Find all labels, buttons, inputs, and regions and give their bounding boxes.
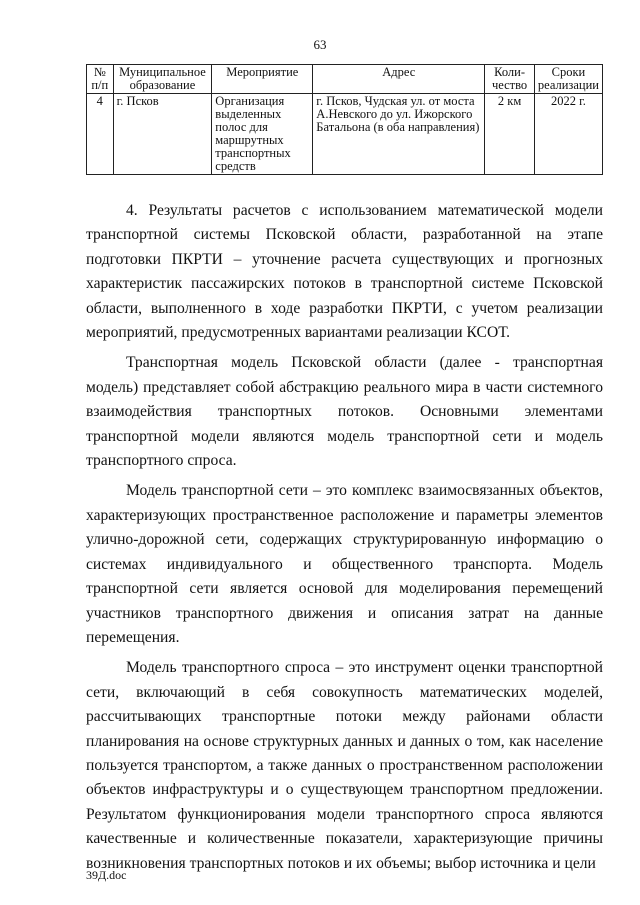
header-quantity: Коли- чество [485, 65, 535, 94]
cell-municipality: г. Псков [113, 94, 212, 175]
paragraph-results: 4. Результаты расчетов с использованием математической модели транспортной системы Псковской области, разработанной на этапе подготовки ПКРТИ – уточнение расчета существующих и прогнозных характеристик пассажирских потоков в транспортной системе Псковской области, выполненного в ходе разработки ПКРТИ, с учетом реализации мероприятий, предусмотренных вариантами реализации КСОТ. [86, 202, 603, 342]
page-number: 63 [313, 37, 327, 52]
measures-table [86, 64, 603, 175]
header-event: Мероприятие [212, 65, 313, 94]
paragraph-demand-model: Модель транспортного спроса – это инструмент оценки транспортной сети, включающий в себя совокупность математических моделей, рассчитывающих транспортные потоки между районами области планирования на основе структурных данных и данных о том, как население пользуется транспортом, а также данных о пространственном расположении объектов инфраструктуры и о существующем транспортном предложении. Результатом функционирования модели транспортного спроса являются качественные и количественные показатели, характеризующие причины возникновения транспортных потоков и их объемы; выбор источника и цели [86, 659, 603, 872]
paragraph-transport-model: Транспортная модель Псковской области (далее - транспортная модель) представляет собой абстракцию реального мира в части системного взаимодействия транспортных потоков. Основными элементами транспортной модели являются модель транспортной сети и модель транспортного спроса. [86, 354, 603, 470]
header-address: Адрес [313, 65, 485, 94]
header-number: № п/п [87, 65, 114, 94]
cell-event: Организация выделенных полос для маршрутных транспортных средств [212, 94, 313, 175]
table-row [87, 94, 603, 175]
paragraph-network-model: Модель транспортной сети – это комплекс взаимосвязанных объектов, характеризующих пространственное расположение и параметры элементов улично-дорожной сети, содержащих структурированную информацию о системах индивидуального и общественного транспорта. Модель транспортной сети является основой для моделирования перемещений участников транспортного движения и описания затрат на данные перемещения. [86, 482, 603, 646]
footer-filename: 39Д.doc [86, 868, 127, 882]
table-header-row [87, 65, 603, 94]
header-municipality: Муниципальное образование [113, 65, 212, 94]
header-term: Сроки реализации [534, 65, 602, 94]
body-text [86, 199, 603, 882]
cell-term: 2022 г. [534, 94, 602, 175]
cell-quantity: 2 км [485, 94, 535, 175]
cell-address: г. Псков, Чудская ул. от моста А.Невского до ул. Ижорского Батальона (в оба направления) [313, 94, 485, 175]
cell-number: 4 [87, 94, 114, 175]
